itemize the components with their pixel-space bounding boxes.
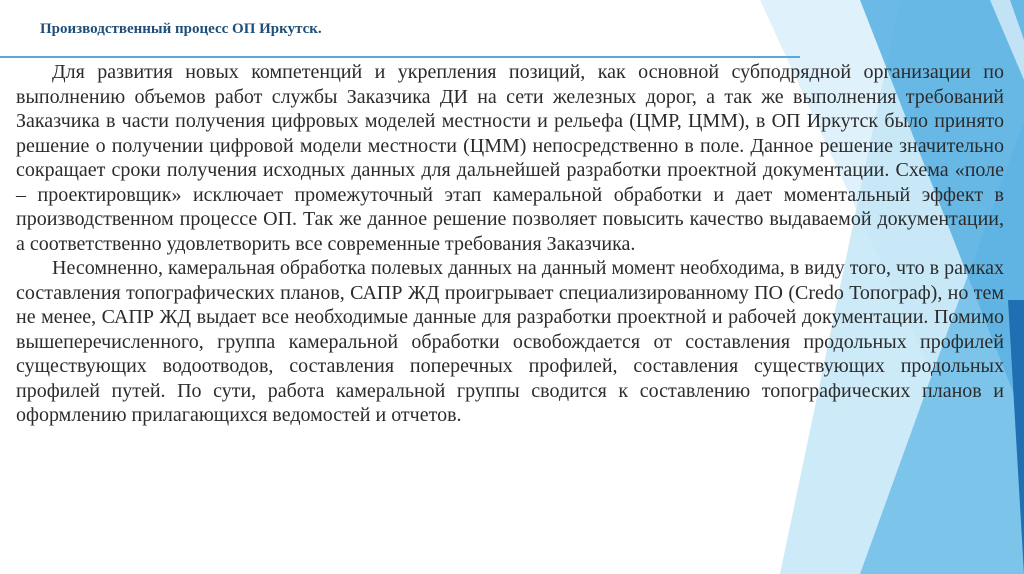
paragraph-1: Для развития новых компетенций и укрепления позиций, как основной субподрядной организации по выполнению объемов работ службы Заказчика ДИ на сети железных дорог, а так же выполнения требований Заказчика в части получения цифровых моделей местности и рельефа (ЦМР, ЦММ), в ОП Иркутск было принято решение о получении цифровой модели местности (ЦММ) непосредственно в поле. Данное решение значительно сокращает сроки получения исходных данных для дальнейшей разработки проектной документации. Схема «поле – проектировщик» исключает промежуточный этап камеральной обработки и дает моментальный эффект в производственном процессе ОП. Так же данное решение позволяет повысить качество выдаваемой документации, а соответственно удовлетворить все современные требования Заказчика. xyxy=(16,61,1004,255)
slide-title: Производственный процесс ОП Иркутск. xyxy=(40,21,322,37)
slide-body xyxy=(16,60,1004,428)
paragraph-2: Несомненно, камеральная обработка полевых данных на данный момент необходима, в виду того, что в рамках составления топографических планов, САПР ЖД проигрывает специализированному ПО (Credo Топограф), но тем не менее, САПР ЖД выдает все необходимые данные для разработки проектной и рабочей документации. Помимо вышеперечисленного, группа камеральной обработки освобождается от составления продольных профилей существующих водоотводов, составления поперечных профилей, составления существующих продольных профилей путей. По сути, работа камеральной группы сводится к составлению топографических планов и оформлению прилагающихся ведомостей и отчетов. xyxy=(16,257,1004,426)
title-divider xyxy=(0,56,800,58)
